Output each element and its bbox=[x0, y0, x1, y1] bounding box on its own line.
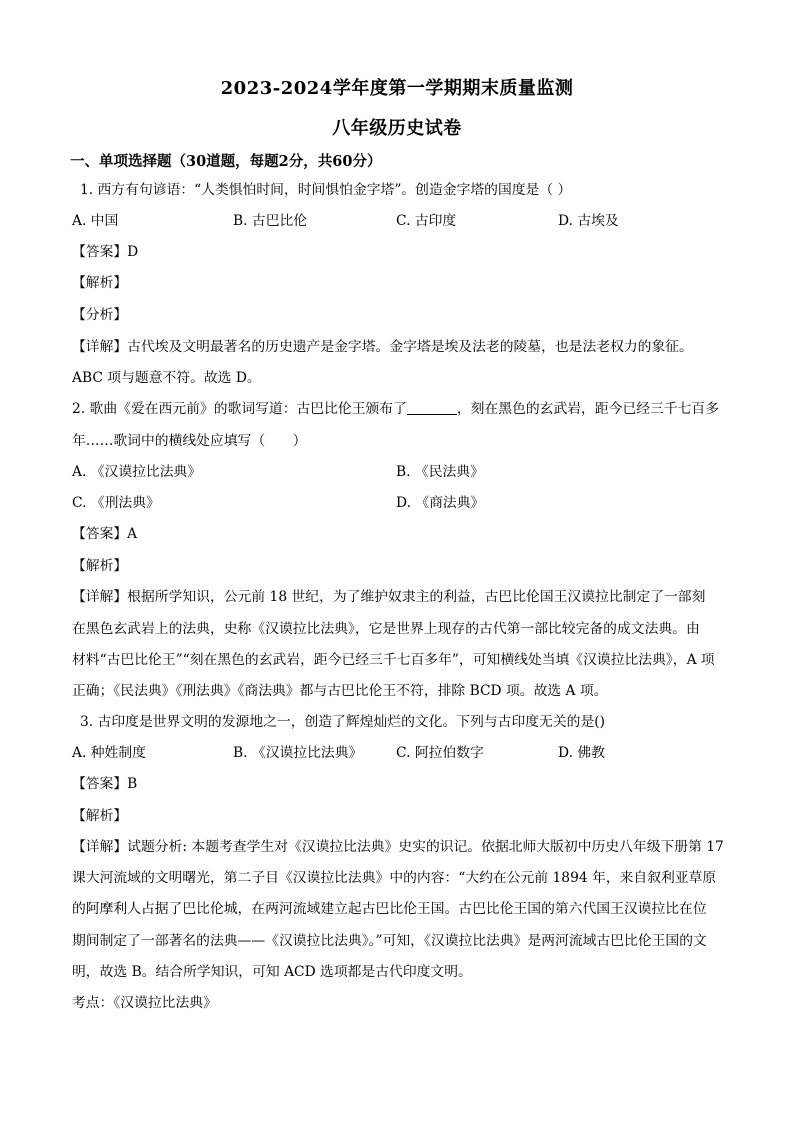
q1-option-c: C. 古印度 bbox=[396, 213, 457, 229]
q1-detail-line: ABC 项与题意不符。故选 D。 bbox=[72, 370, 261, 386]
q3-option-c: C. 阿拉伯数字 bbox=[396, 745, 484, 761]
q2-option-d: D. 《商法典》 bbox=[396, 495, 485, 511]
page-subtitle: 八年级历史试卷 bbox=[332, 118, 462, 139]
q3-jiexi-label: 【解析】 bbox=[72, 808, 128, 824]
q2-detail-line: 【详解】根据所学知识，公元前 18 世纪，为了维护奴隶主的利益，古巴比伦国王汉谟拉比制定了一部刻 bbox=[72, 589, 706, 605]
q3-detail-line: 课大河流域的文明曙光，第二子目《汉谟拉比法典》中的内容：“大约在公元前 1894 年，来自叙利亚草原 bbox=[72, 870, 717, 886]
q3-detail-line: 【详解】试题分析: 本题考查学生对《汉谟拉比法典》史实的识记。依据北师大版初中历史八年级下册第 17 bbox=[72, 839, 724, 855]
q1-fenxi-label: 【分析】 bbox=[72, 307, 128, 323]
q2-detail-line: 正确；《民法典》《刑法典》《商法典》都与古巴比伦王不符，排除 BCD 项。故选 A 项。 bbox=[72, 683, 608, 699]
q1-answer: 【答案】D bbox=[72, 244, 139, 260]
q1-option-d: D. 古埃及 bbox=[558, 213, 619, 229]
q2-stem-line: 年……歌词中的横线处应填写（ ） bbox=[72, 433, 307, 449]
q2-jiexi-label: 【解析】 bbox=[72, 558, 128, 574]
q2-option-c: C. 《刑法典》 bbox=[72, 495, 160, 511]
q1-stem: 1. 西方有句谚语：“人类惧怕时间，时间惧怕金字塔”。创造金字塔的国度是（ ） bbox=[80, 182, 572, 198]
page-title: 2023-2024学年度第一学期期末质量监测 bbox=[220, 78, 574, 99]
q3-detail-line: 期间制定了一部著名的法典——《汉谟拉比法典》。”可知，《汉谟拉比法典》是两河流域古巴比伦王国的文 bbox=[72, 933, 707, 949]
q2-detail-line: 材料“古巴比伦王”“刻在黑色的玄武岩，距今已经三千七百多年”，可知横线处当填《汉谟拉比法典》，A 项 bbox=[72, 652, 715, 668]
q1-detail-line: 【详解】古代埃及文明最著名的历史遗产是金字塔。金字塔是埃及法老的陵墓，也是法老权力的象征。 bbox=[72, 339, 693, 355]
q3-detail-line: 的阿摩利人占据了巴比伦城，在两河流域建立起古巴比伦王国。古巴比伦王国的第六代国王汉谟拉比在位 bbox=[72, 901, 707, 917]
section-heading: 一、单项选择题（30道题，每题2分，共60分） bbox=[70, 153, 382, 170]
q3-stem: 3. 古印度是世界文明的发源地之一，创造了辉煌灿烂的文化。下列与古印度无关的是() bbox=[80, 714, 605, 730]
q2-stem-line bbox=[72, 399, 732, 419]
q3-option-d: D. 佛教 bbox=[558, 745, 605, 761]
q2-stem-part: ，刻在黑色的玄武岩，距今已经三千七百多 bbox=[456, 401, 720, 417]
q2-stem-part: 2. 歌曲《爱在西元前》的歌词写道：古巴比伦王颁布了 bbox=[72, 401, 407, 417]
q3-kaodian: 考点：《汉谟拉比法典》 bbox=[72, 995, 217, 1011]
q2-detail-line: 在黑色玄武岩上的法典，史称《汉谟拉比法典》，它是世界上现存的古代第一部比较完备的成文法典。由 bbox=[72, 621, 700, 637]
q1-option-b: B. 古巴比伦 bbox=[233, 213, 308, 229]
answer-blank bbox=[407, 400, 457, 415]
q3-option-a: A. 种姓制度 bbox=[72, 745, 146, 761]
q2-option-a: A. 《汉谟拉比法典》 bbox=[72, 464, 202, 480]
q2-answer: 【答案】A bbox=[72, 526, 138, 542]
q2-option-b: B. 《民法典》 bbox=[396, 464, 484, 480]
q3-option-b: B. 《汉谟拉比法典》 bbox=[233, 745, 363, 761]
q1-jiexi-label: 【解析】 bbox=[72, 275, 128, 291]
q3-answer: 【答案】B bbox=[72, 776, 138, 792]
q1-option-a: A. 中国 bbox=[72, 213, 119, 229]
q3-detail-line: 明，故选 B。结合所学知识，可知 ACD 选项都是古代印度文明。 bbox=[72, 964, 472, 980]
